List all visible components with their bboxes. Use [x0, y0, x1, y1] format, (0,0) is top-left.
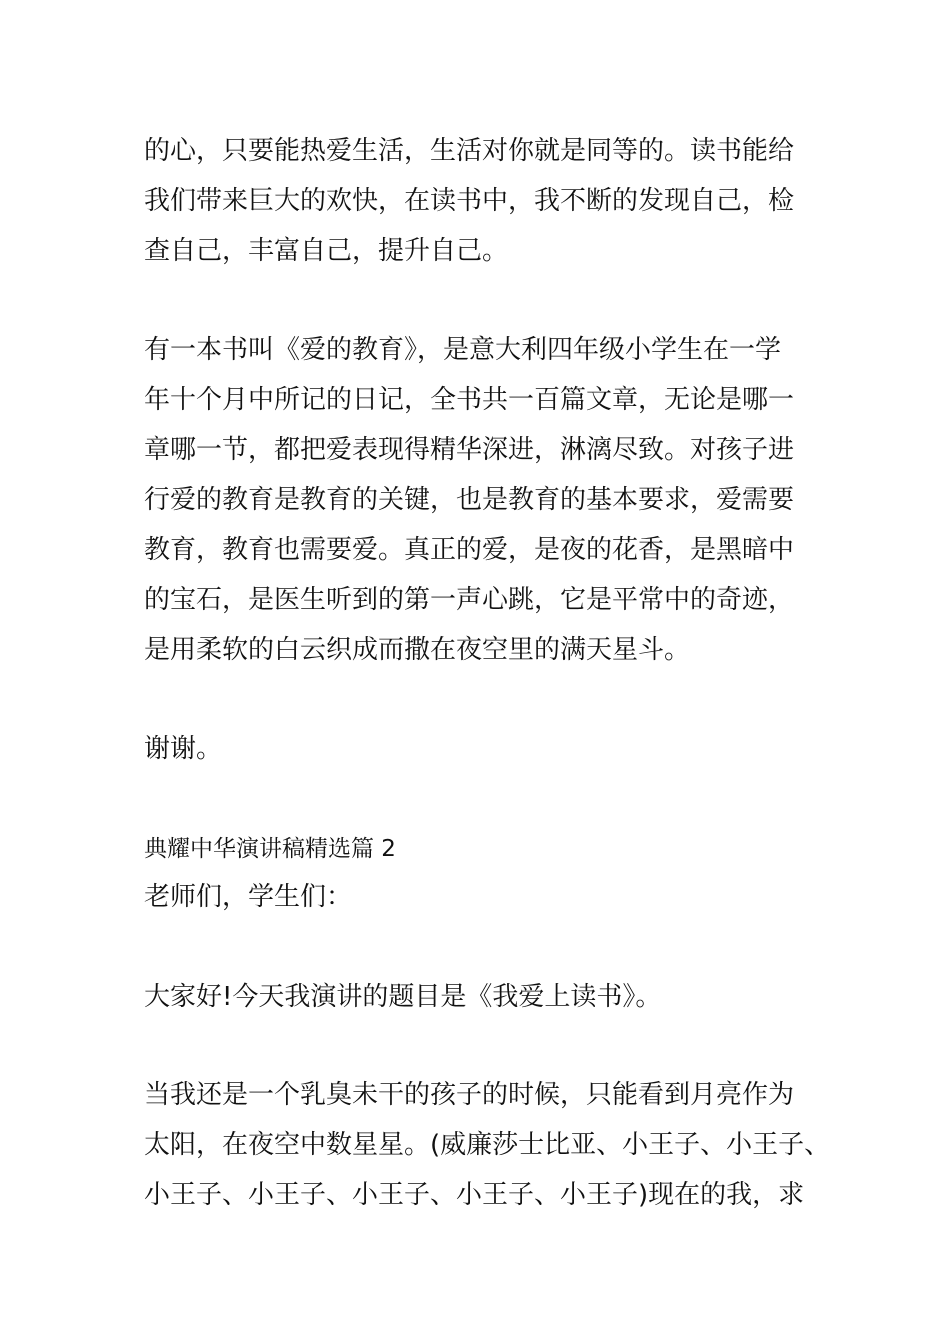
paragraph-2-line-5: 教育，教育也需要爱。真正的爱，是夜的花香，是黑暗中	[144, 535, 795, 565]
section-title: 典耀中华演讲稿精选篇 2	[144, 836, 396, 862]
paragraph-2-line-2: 年十个月中所记的日记，全书共一百篇文章，无论是哪一	[144, 385, 795, 415]
paragraph-2-line-1: 有一本书叫《爱的教育》，是意大利四年级小学生在一学	[144, 335, 782, 365]
greeting-line: 大家好!今天我演讲的题目是《我爱上读书》。	[144, 982, 662, 1012]
salutation: 老师们，学生们：	[144, 882, 353, 912]
paragraph-1-line-2: 我们带来巨大的欢快，在读书中，我不断的发现自己，检	[144, 186, 795, 216]
paragraph-2-line-6: 的宝石，是医生听到的第一声心跳，它是平常中的奇迹，	[144, 585, 795, 615]
paragraph-1-line-3: 查自己，丰富自己，提升自己。	[144, 236, 509, 266]
paragraph-3-line-1: 当我还是一个乳臭未干的孩子的时候，只能看到月亮作为	[144, 1080, 795, 1110]
paragraph-2-line-7: 是用柔软的白云织成而撒在夜空里的满天星斗。	[144, 635, 691, 665]
paragraph-2-line-3: 章哪一节，都把爱表现得精华深进，淋漓尽致。对孩子进	[144, 435, 795, 465]
paragraph-2-line-4: 行爱的教育是教育的关键，也是教育的基本要求，爱需要	[144, 485, 795, 515]
paragraph-1-line-1: 的心，只要能热爱生活，生活对你就是同等的。读书能给	[144, 136, 795, 166]
thanks-text: 谢谢。	[144, 734, 223, 764]
paragraph-3-line-2: 太阳，在夜空中数星星。(威廉莎士比亚、小王子、小王子、	[144, 1130, 831, 1160]
paragraph-3-line-3: 小王子、小王子、小王子、小王子、小王子)现在的我，求	[144, 1180, 805, 1210]
